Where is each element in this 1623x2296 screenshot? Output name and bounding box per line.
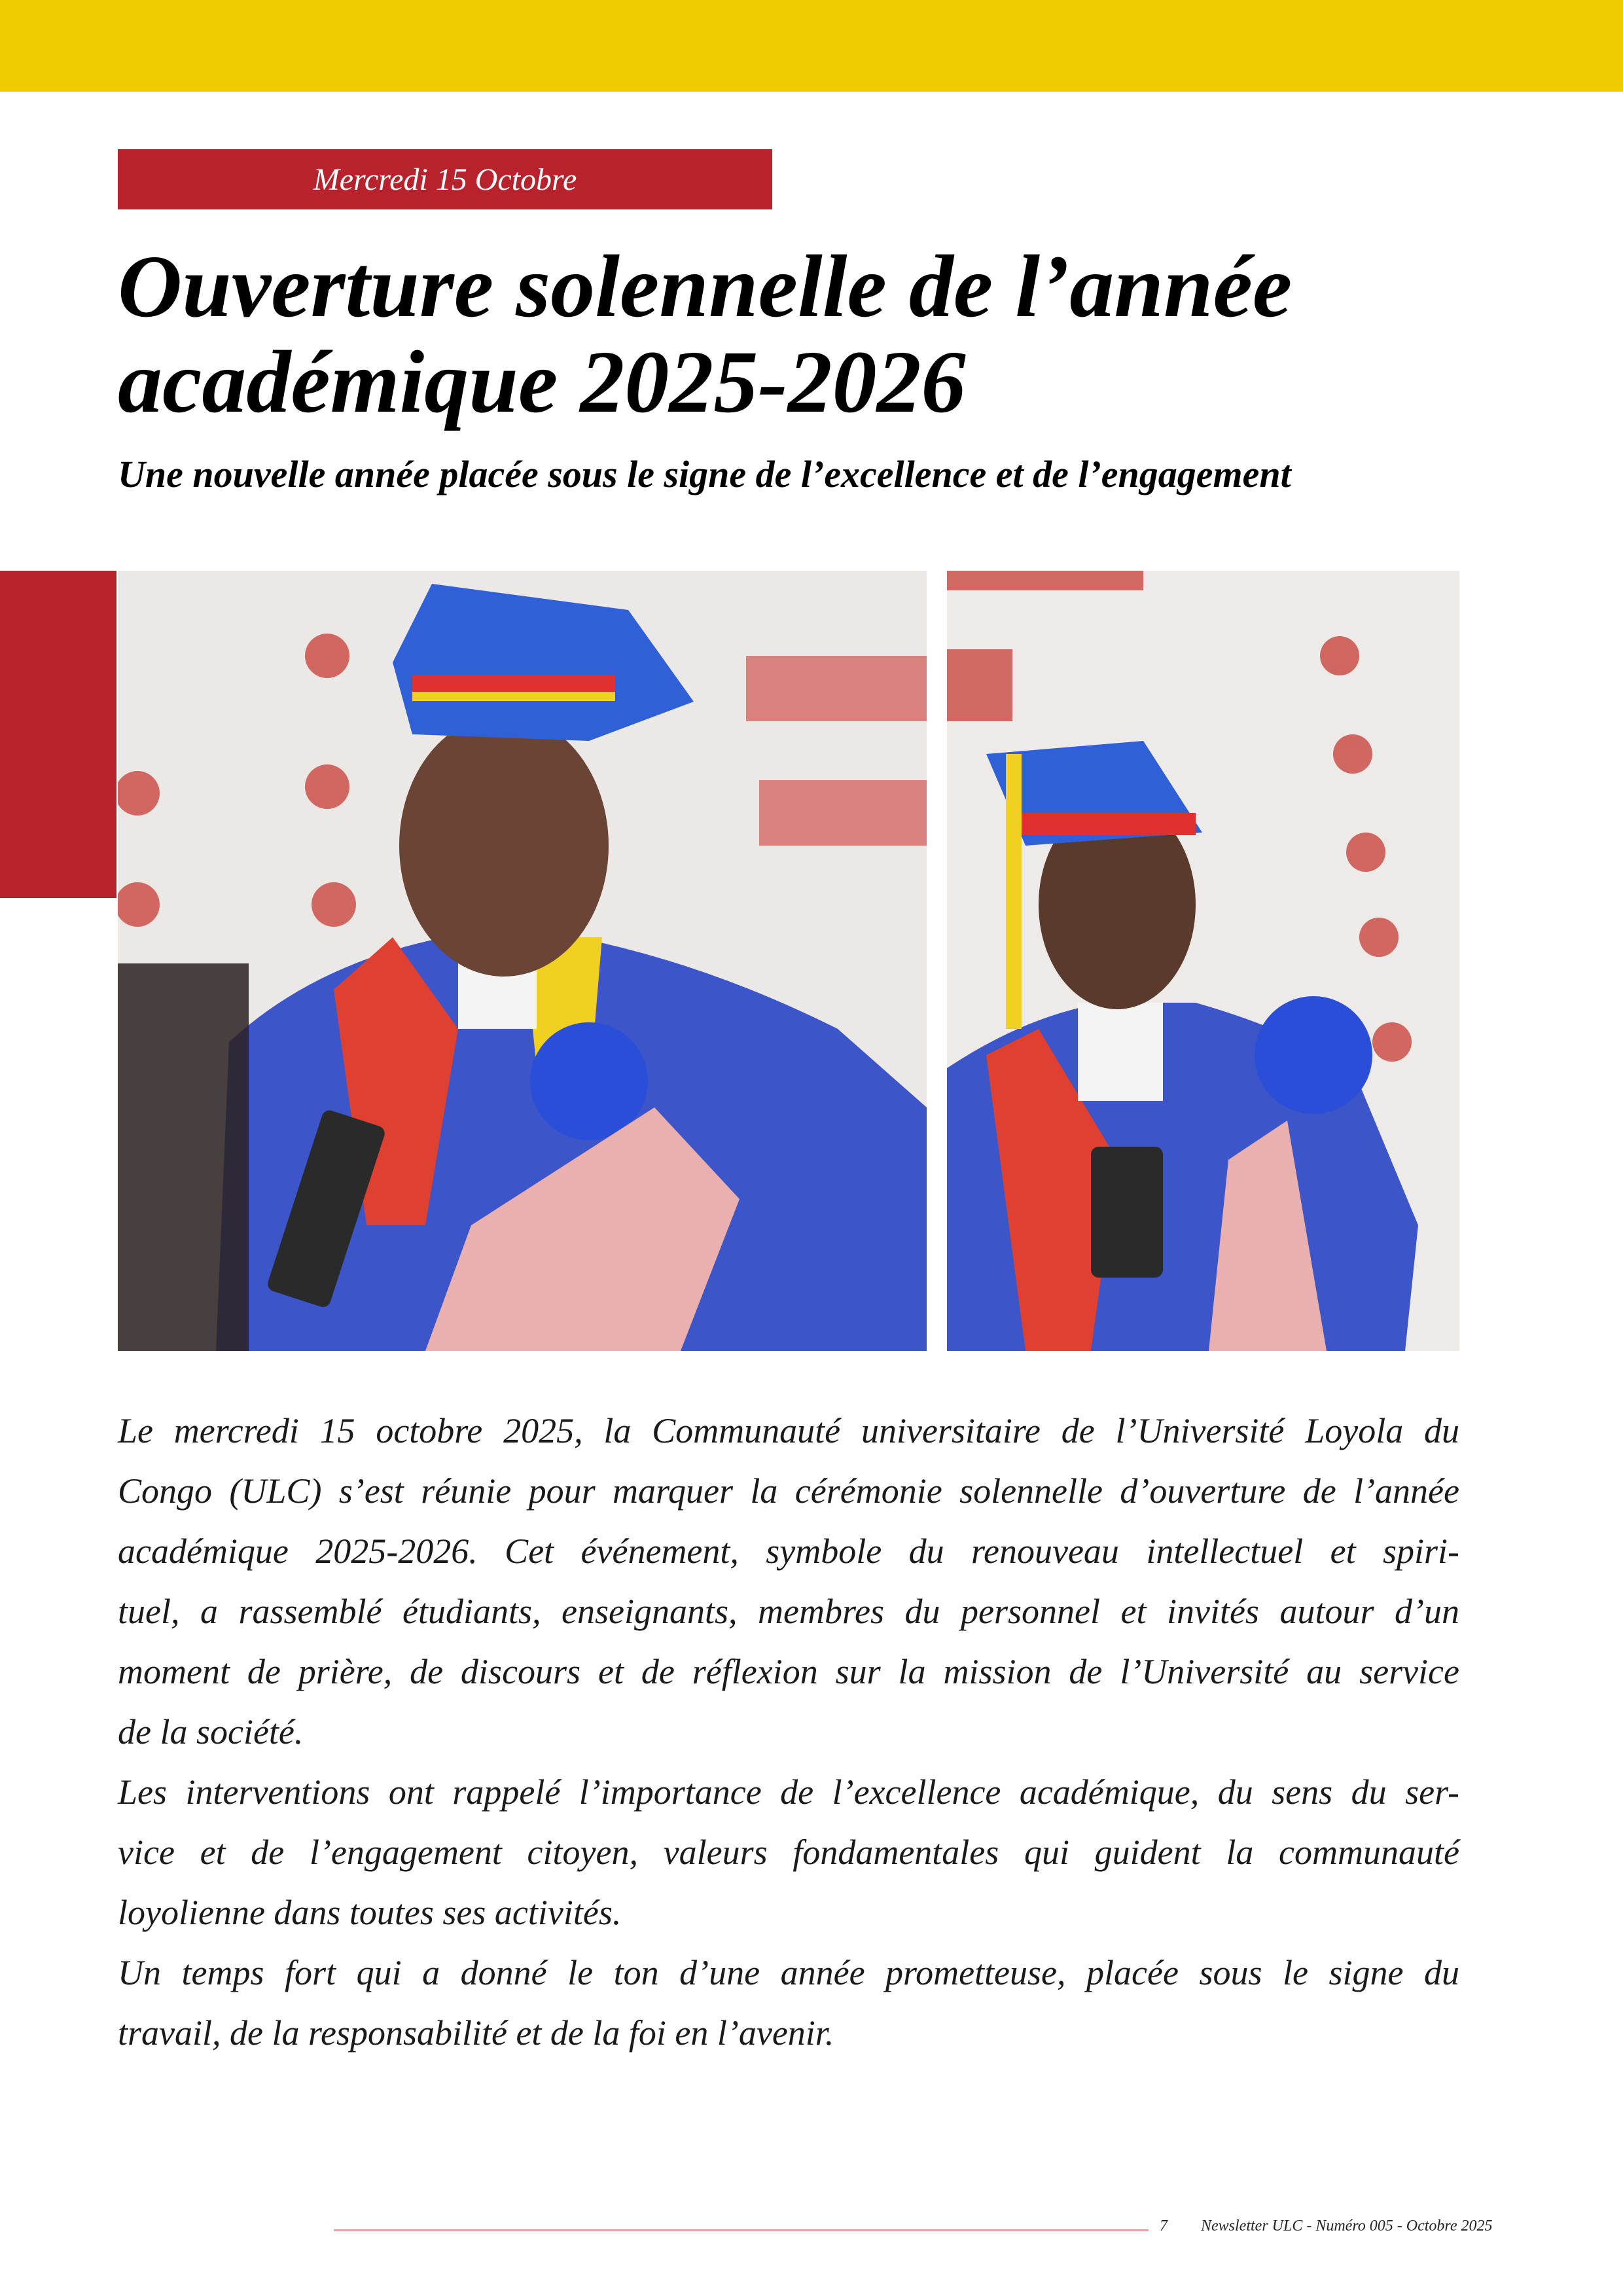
title-line: Ouverture solennelle de l’année [118, 238, 1293, 336]
body-line: Les interventions ont rappelé l’importance de l’excellence académique, du sens du ser- [118, 1772, 1459, 1812]
footer-divider [334, 2229, 1149, 2231]
body-line: Un temps fort qui a donné le ton d’une année prometteuse, placée sous le signe du [118, 1953, 1459, 1992]
body-line: Le mercredi 15 octobre 2025, la Communauté universitaire de l’Université Loyola du [118, 1411, 1459, 1450]
body-line: vice et de l’engagement citoyen, valeurs fondamentales qui guident la communauté [118, 1833, 1459, 1872]
body-line: travail, de la responsabilité et de la foi en l’avenir. [118, 2013, 834, 2053]
body-line: moment de prière, de discours et de réflexion sur la mission de l’Université au service [118, 1652, 1459, 1691]
body-line: de la société. [118, 1712, 304, 1751]
photo-speaker-interview-1 [118, 571, 927, 1351]
date-label: Mercredi 15 Octobre [313, 162, 577, 197]
body-line: tuel, a rassemblé étudiants, enseignants, membres du personnel et invités autour d’un [118, 1592, 1459, 1631]
article-subtitle: Une nouvelle année placée sous le signe de l’excellence et de l’engagement [118, 453, 1291, 495]
decorative-red-block [0, 571, 116, 898]
date-banner [118, 149, 772, 209]
footer-publication: Newsletter ULC - Numéro 005 - Octobre 2025 [1201, 2217, 1493, 2234]
top-color-band [0, 0, 1623, 92]
body-line: académique 2025-2026. Cet événement, symbole du renouveau intellectuel et spiri- [118, 1532, 1459, 1571]
title-line: académique 2025-2026 [118, 333, 966, 431]
article-body [118, 1401, 1459, 2063]
body-line: loyolienne dans toutes ses activités. [118, 1893, 622, 1932]
photo-speaker-interview-2 [947, 571, 1459, 1351]
page-number: 7 [1160, 2217, 1168, 2234]
body-line: Congo (ULC) s’est réunie pour marquer la cérémonie solennelle d’ouverture de l’année [118, 1471, 1459, 1511]
article-title [118, 239, 1525, 430]
